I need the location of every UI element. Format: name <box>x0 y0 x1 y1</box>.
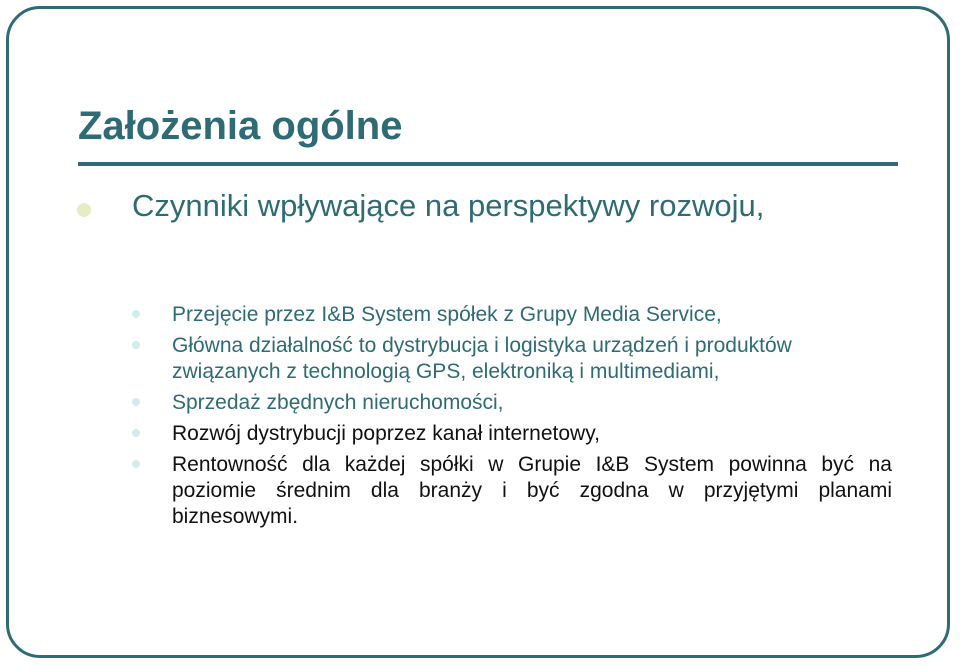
sub-point-text: Rentowność dla każdej spółki w Grupie I&B System powinna być na poziomie średnim dla branży i być zgodna w przyjętymi planami biznesowymi. <box>172 453 892 528</box>
sub-point-main-activity <box>132 333 892 385</box>
sub-bullet-icon <box>132 460 140 468</box>
sub-point-text: Główna działalność to dystrybucja i logistyka urządzeń i produktów związanych z technologią GPS, elektroniką i multimediami, <box>172 334 792 383</box>
sub-bullet-icon <box>132 429 140 437</box>
sub-point-list <box>132 302 892 535</box>
sub-bullet-icon <box>132 310 140 318</box>
title-underline <box>78 162 898 166</box>
sub-point-acquisition <box>132 302 892 328</box>
sub-point-real-estate <box>132 390 892 416</box>
sub-point-text: Rozwój dystrybucji poprzez kanał internetowy, <box>172 422 600 445</box>
sub-point-text: Przejęcie przez I&B System spółek z Grupy Media Service, <box>172 303 722 326</box>
sub-point-text: Sprzedaż zbędnych nieruchomości, <box>172 391 504 414</box>
sub-bullet-icon <box>132 398 140 406</box>
main-point: Czynniki wpływające na perspektywy rozwoju, <box>132 188 765 223</box>
sub-bullet-icon <box>132 341 140 349</box>
slide-title: Założenia ogólne <box>78 104 403 148</box>
main-bullet-icon <box>77 203 91 217</box>
sub-point-profitability <box>132 452 892 530</box>
sub-point-online-distribution <box>132 421 892 447</box>
